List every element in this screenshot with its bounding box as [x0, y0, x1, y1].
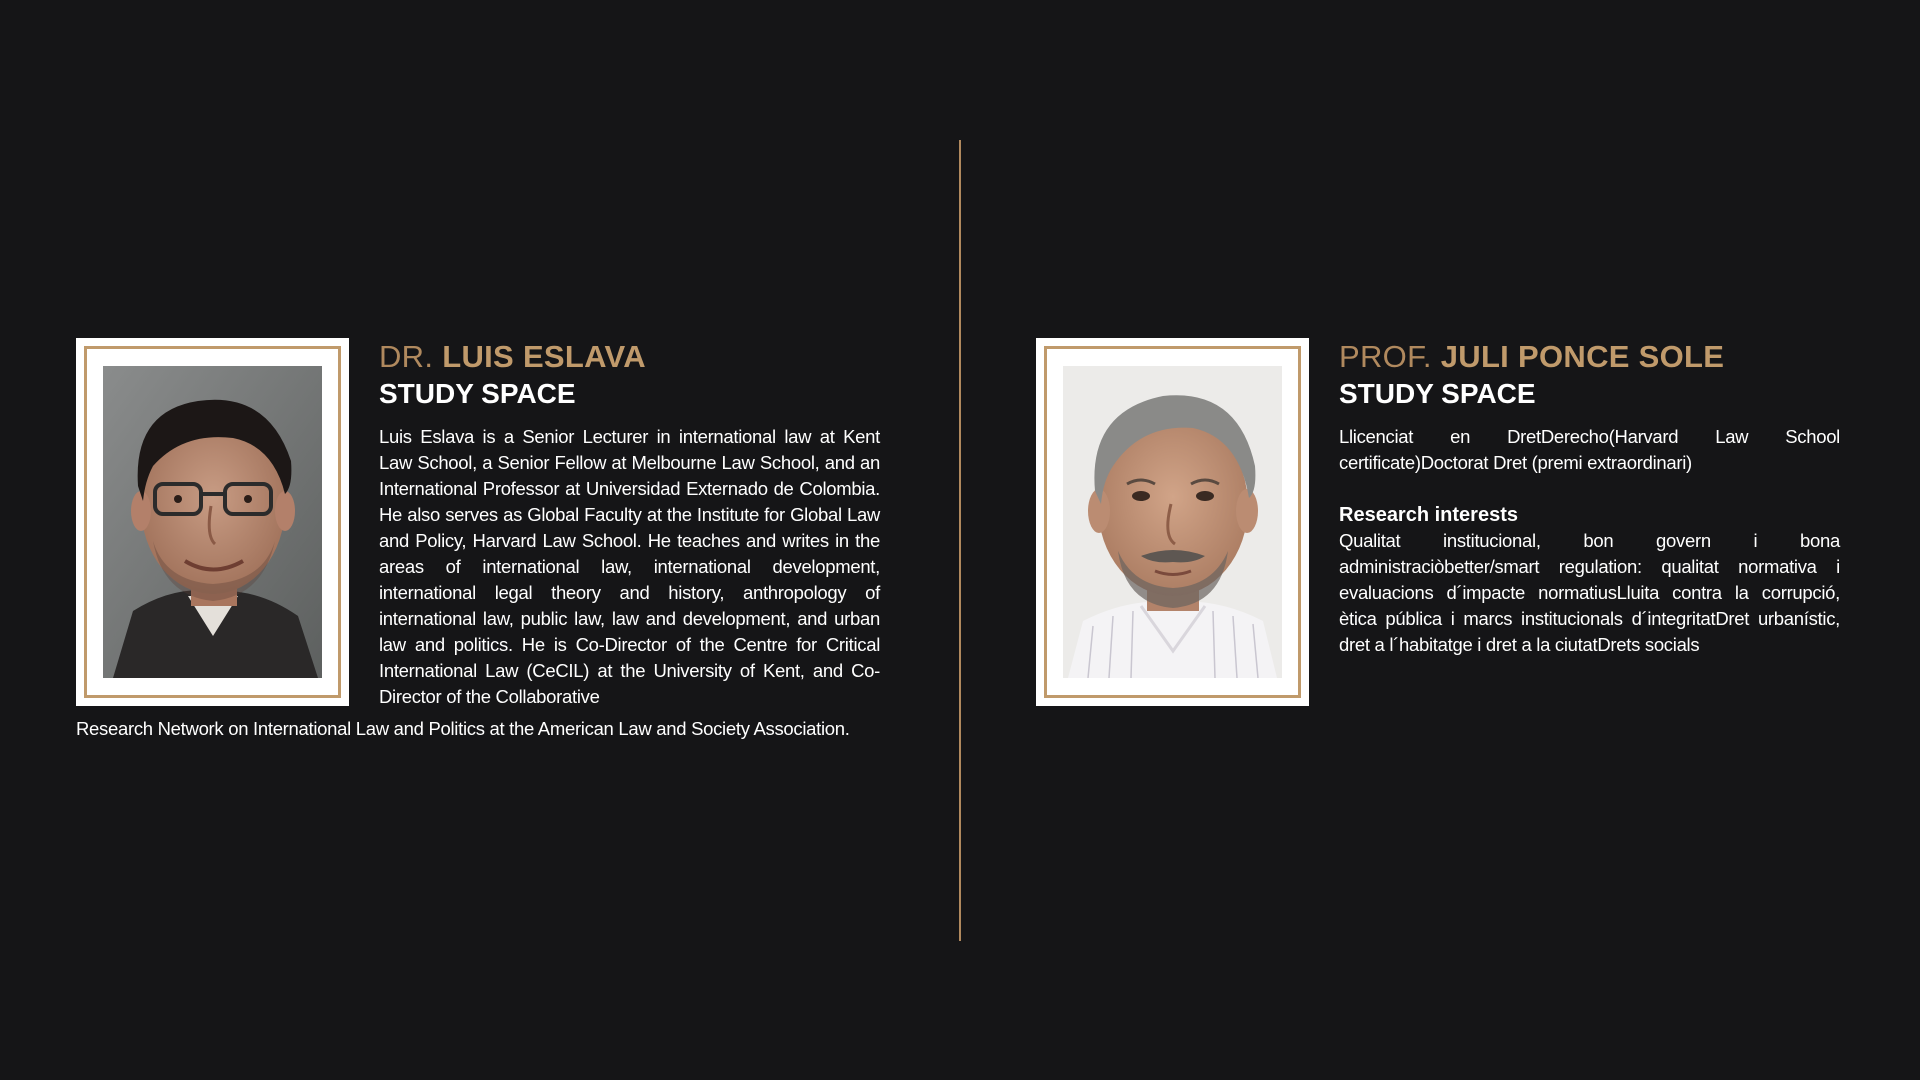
name-prefix: PROF. — [1339, 339, 1432, 374]
portrait-frame-juli-ponce-sole — [1036, 338, 1309, 706]
research-interests-heading: Research interests — [1339, 504, 1518, 526]
portrait-photo-luis-eslava — [103, 366, 322, 678]
name-prefix: DR. — [379, 339, 434, 374]
profile-name-juli-ponce-sole — [1339, 338, 1724, 376]
name-text: LUIS ESLAVA — [442, 339, 646, 374]
portrait-frame-luis-eslava — [76, 338, 349, 706]
profile-bio: Luis Eslava is a Senior Lecturer in international law at Kent Law School, a Senior Fellow at Melbourne Law School, and an International Professor at Universidad Externado de Colombia. He also serves as Global Faculty at the Institute for Global Law and Policy, Harvard Law School. He teaches and writes in the areas of international law, international development, international legal theory and history, anthropology of international law, public law, law and development, and urban law and politics. He is Co-Director of the Centre for Critical International Law (CeCIL) at the University of Kent, and Co-Director of the Collaborative — [379, 426, 880, 707]
center-divider — [959, 140, 961, 941]
research-interests-text: Qualitat institucional, bon govern i bona administraciòbetter/smart regulation: qualitat normativa i evaluacions d´impacte normatiusLluita contra la corrupció, ètica pública i marcs institucionals d´integritatDret urbanístic, dret a l´habitatge i dret a la ciutatDrets socials — [1339, 530, 1840, 655]
profile-subtitle: STUDY SPACE — [379, 378, 576, 409]
name-text: JULI PONCE SOLE — [1440, 339, 1725, 374]
portrait-photo-juli-ponce-sole — [1063, 366, 1282, 678]
profile-subtitle: STUDY SPACE — [1339, 378, 1536, 409]
profile-bio: Llicenciat en DretDerecho(Harvard Law School certificate)Doctorat Dret (premi extraordinari) — [1339, 426, 1840, 473]
profile-bio-continuation: Research Network on International Law and Politics at the American Law and Society Association. — [76, 718, 850, 739]
profile-name-luis-eslava — [379, 338, 646, 376]
